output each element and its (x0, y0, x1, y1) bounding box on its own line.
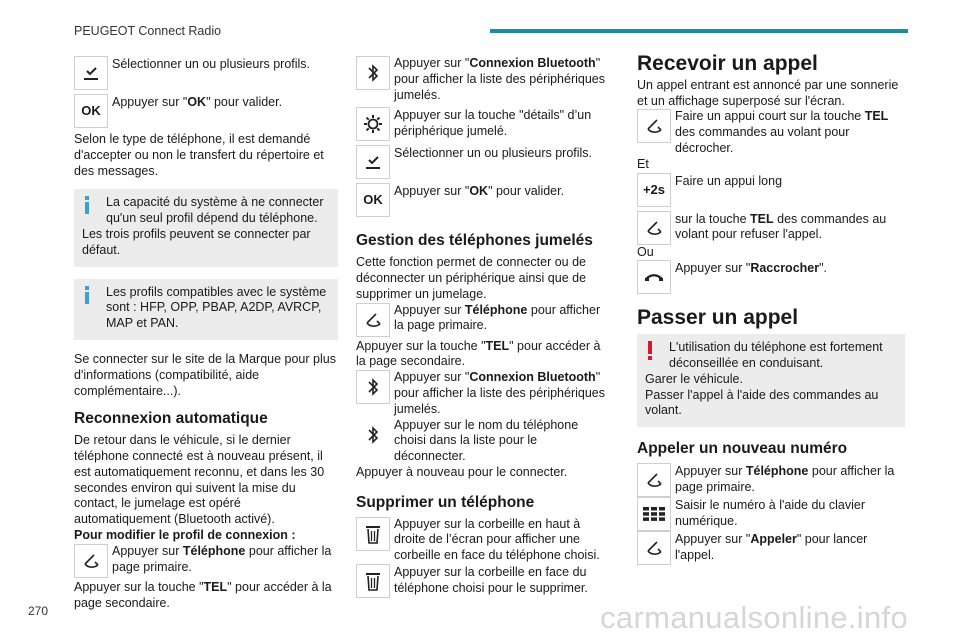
column-1 (74, 56, 338, 619)
heading-receive-call: Recevoir un appel (637, 52, 818, 75)
header-accent-bar (490, 29, 908, 33)
checkbox-icon (356, 145, 390, 179)
paragraph-press-tel: Appuyer sur la touche "TEL" pour accéder à la page secondaire. (74, 579, 332, 610)
instruction-disconnect: Appuyer sur le nom du téléphone choisi dans la liste pour le déconnecter. (356, 418, 608, 465)
instruction-press-telephone: Appuyer sur Téléphone pour afficher la page primaire. (74, 544, 338, 580)
paragraph-auto-reconnect: De retour dans le véhicule, si le dernier téléphone connecté est à nouveau présent, il est automatiquement reconnu, et dans les 30 secondes environ qui suivent la mise du contact, le jumelage est opéré automatiquement (Bluetooth activé). (74, 433, 325, 527)
instruction-call: Appuyer sur "Appeler" pour lancer l'appel. (637, 531, 905, 565)
column-3 (637, 52, 905, 569)
trash-icon (356, 564, 390, 598)
info-icon (84, 286, 90, 304)
page-number: 270 (28, 604, 49, 618)
instruction-short-press: Faire un appui court sur la touche TEL des commandes au volant pour décrocher. (637, 109, 905, 156)
instruction-refuse-call: sur la touche TEL des commandes au volant pour refuser l'appel. (637, 211, 905, 245)
bluetooth-icon (356, 56, 390, 90)
heading-make-call: Passer un appel (637, 306, 799, 330)
instruction-select-profiles: Sélectionner un ou plusieurs profils. (74, 56, 338, 90)
hold-2s-icon: +2s (637, 173, 671, 207)
instruction-press-ok-2: OK Appuyer sur "OK" pour valider. (356, 183, 608, 217)
bluetooth-icon (356, 418, 390, 452)
checkbox-icon (74, 56, 108, 90)
text-ou: Ou (637, 244, 654, 259)
instruction-press-ok: OK Appuyer sur "OK" pour valider. (74, 94, 338, 128)
heading-delete-phone: Supprimer un téléphone (356, 493, 535, 511)
text-et: Et (637, 156, 649, 171)
bluetooth-icon (356, 370, 390, 404)
phone-icon (637, 211, 671, 245)
instruction-press-telephone-2: Appuyer sur Téléphone pour afficher la page primaire. (356, 303, 608, 339)
instruction-details: Appuyer sur la touche "détails" d’un périphérique jumelé. (356, 107, 608, 141)
phone-icon (637, 463, 671, 497)
ok-icon: OK (74, 94, 108, 128)
trash-icon (356, 517, 390, 551)
info-note-profiles: La capacité du système à ne connecter qu'un seul profil dépend du téléphone. Les trois profils peuvent se connecter par défaut. (74, 189, 338, 266)
paragraph-press-tel-2: Appuyer sur la touche "TEL" pour accéder à la page secondaire. (356, 338, 601, 369)
heading-paired-phones: Gestion des téléphones jumelés (356, 232, 593, 250)
instruction-trash-delete: Appuyer sur la corbeille en face du téléphone choisi pour le supprimer. (356, 564, 608, 598)
instruction-hang-up: Appuyer sur "Raccrocher". (637, 260, 905, 294)
paragraph-reconnect: Appuyer à nouveau pour le connecter. (356, 464, 568, 479)
paragraph-modify-profile: Pour modifier le profil de connexion : (74, 527, 296, 542)
instruction-long-press: +2s Faire un appui long (637, 173, 905, 207)
instruction-trash-top: Appuyer sur la corbeille en haut à droite de l’écran pour afficher une corbeille en face du téléphone choisi. (356, 517, 608, 564)
ok-icon: OK (356, 183, 390, 217)
phone-icon (74, 544, 108, 578)
heading-auto-reconnect: Reconnexion automatique (74, 410, 268, 428)
instruction-bluetooth-connection: Appuyer sur "Connexion Bluetooth" pour afficher la liste des périphériques jumelés. (356, 56, 608, 103)
paragraph-paired-function: Cette fonction permet de connecter ou de déconnecter un périphérique ainsi que de supprimer un jumelage. (356, 255, 587, 301)
instruction-select-profiles-2: Sélectionner un ou plusieurs profils. (356, 145, 608, 179)
phone-icon (637, 531, 671, 565)
hang-up-icon (637, 260, 671, 294)
paragraph-brand-site: Se connecter sur le site de la Marque pour plus d'informations (compatibilité, aide complémentaire...). (74, 351, 336, 398)
warning-note: L'utilisation du téléphone est fortement déconseillée en conduisant. Garer le véhicule. Passer l'appel à l'aide des commandes au volant. (637, 334, 905, 427)
paragraph-incoming-call: Un appel entrant est annoncé par une sonnerie et un affichage superposé sur l'écran. (637, 77, 899, 108)
watermark: carmanualsonline.info (600, 600, 908, 635)
column-2 (356, 56, 608, 602)
gear-icon (356, 107, 390, 141)
heading-new-number: Appeler un nouveau numéro (637, 440, 848, 458)
page-header (0, 0, 960, 40)
phone-icon (356, 303, 390, 337)
paragraph-transfer: Selon le type de téléphone, il est demandé d'accepter ou non le transfert du répertoire et des messages. (74, 132, 324, 178)
warning-icon (647, 341, 653, 361)
instruction-keypad: Saisir le numéro à l'aide du clavier numérique. (637, 497, 905, 531)
instruction-press-telephone-3: Appuyer sur Téléphone pour afficher la page primaire. (637, 463, 905, 497)
info-icon (84, 196, 90, 214)
instruction-bluetooth-connection-2: Appuyer sur "Connexion Bluetooth" pour afficher la liste des périphériques jumelés. (356, 370, 608, 417)
phone-icon (637, 109, 671, 143)
keypad-icon (637, 497, 671, 531)
info-note-compatible: Les profils compatibles avec le système sont : HFP, OPP, PBAP, A2DP, AVRCP, MAP et PAN. (74, 279, 338, 340)
header-title: PEUGEOT Connect Radio (74, 24, 222, 38)
